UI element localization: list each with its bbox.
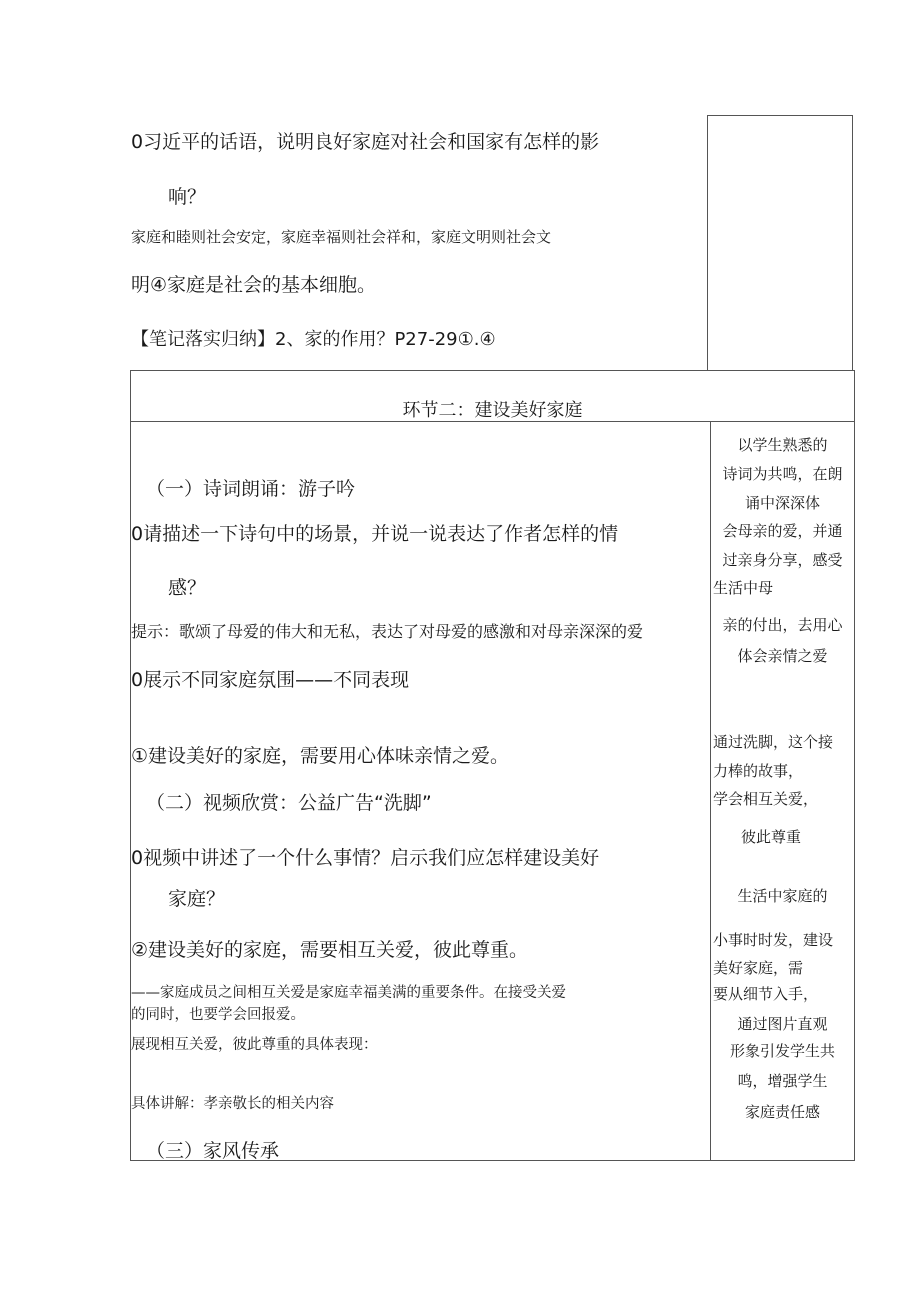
- side-note-3-line-5: 通过图片直观: [737, 1015, 828, 1033]
- side-note-1-line-8: 体会亲情之爱: [737, 647, 828, 665]
- heritage-title: （三）家风传承: [146, 1140, 280, 1162]
- side-note-3-line-4: 要从细节入手，: [713, 985, 819, 1003]
- poem-question-line-2: 感？: [168, 577, 207, 599]
- video-question-line-2: 家庭？: [168, 888, 226, 910]
- poem-question-line-1: 0请描述一下诗句中的场景，并说一说表达了作者怎样的情: [131, 523, 619, 545]
- question-line-1: 0习近平的话语，说明良好家庭对社会和国家有怎样的影: [131, 131, 600, 153]
- note-line-1: ——家庭成员之间相互关爱是家庭幸福美满的重要条件。在接受关爱: [131, 985, 566, 1001]
- answer-line-2: 明④家庭是社会的基本细胞。: [131, 274, 377, 296]
- table-border-right: [854, 370, 855, 1161]
- side-note-3-line-8: 家庭责任感: [744, 1103, 820, 1121]
- side-note-2-line-3: 学会相互关爱，: [713, 790, 819, 808]
- point-1: ①建设美好的家庭，需要用心体味亲情之爱。: [131, 745, 510, 767]
- side-note-2-line-4: 彼此尊重: [740, 828, 801, 846]
- display-text: 展现相互关爱，彼此尊重的具体表现：: [131, 1037, 378, 1053]
- answer-line-1: 家庭和睦则社会安定，家庭幸福则社会祥和，家庭文明则社会文: [131, 228, 552, 246]
- side-note-3-line-2: 小事时时发，建设: [713, 931, 834, 949]
- side-note-1-line-4: 会母亲的爱，并通: [722, 522, 843, 540]
- side-note-3-line-6: 形象引发学生共: [729, 1042, 835, 1060]
- row-divider-1: [130, 370, 855, 371]
- atmosphere-text: 0展示不同家庭氛围——不同表现: [131, 669, 410, 691]
- notes-summary: 【笔记落实归纳】2、家的作用？P27-29①.④: [131, 329, 496, 350]
- side-cell-left-top: [707, 115, 708, 370]
- side-cell-top: [707, 115, 853, 116]
- side-note-2-line-1: 通过洗脚，这个接: [713, 733, 834, 751]
- video-title: （二）视频欣赏：公益广告“洗脚”: [146, 792, 432, 814]
- side-note-1-line-6: 生活中母: [713, 579, 774, 597]
- side-note-1-line-3: 诵中深深体: [744, 494, 820, 512]
- side-cell-right-top: [852, 115, 853, 370]
- note-line-2: 的同时，也要学会回报爱。: [131, 1007, 305, 1023]
- side-note-3-line-1: 生活中家庭的: [737, 887, 828, 905]
- point-2: ②建设美好的家庭，需要相互关爱，彼此尊重。: [131, 939, 529, 961]
- video-question-line-1: 0视频中讲述了一个什么事情？启示我们应怎样建设美好: [131, 847, 600, 869]
- side-note-2-line-2: 力棒的故事，: [713, 762, 804, 780]
- side-note-1-line-1: 以学生熟悉的: [737, 436, 828, 454]
- poem-title: （一）诗词朗诵：游子吟: [146, 478, 356, 500]
- question-line-2: 响？: [168, 186, 207, 208]
- explain-text: 具体讲解：孝亲敬长的相关内容: [131, 1096, 334, 1112]
- side-note-1-line-7: 亲的付出，去用心: [722, 616, 843, 634]
- hint-text: 提示：歌颂了母爱的伟大和无私，表达了对母爱的感激和对母亲深深的爱: [131, 622, 644, 641]
- side-note-1-line-5: 过亲身分享，感受: [722, 551, 843, 569]
- side-note-3-line-7: 鸣，增强学生: [737, 1072, 828, 1090]
- section-heading: 环节二：建设美好家庭: [402, 400, 583, 421]
- side-note-1-line-2: 诗词为共鸣，在朗: [722, 465, 843, 483]
- side-note-3-line-3: 美好家庭，需: [713, 959, 804, 977]
